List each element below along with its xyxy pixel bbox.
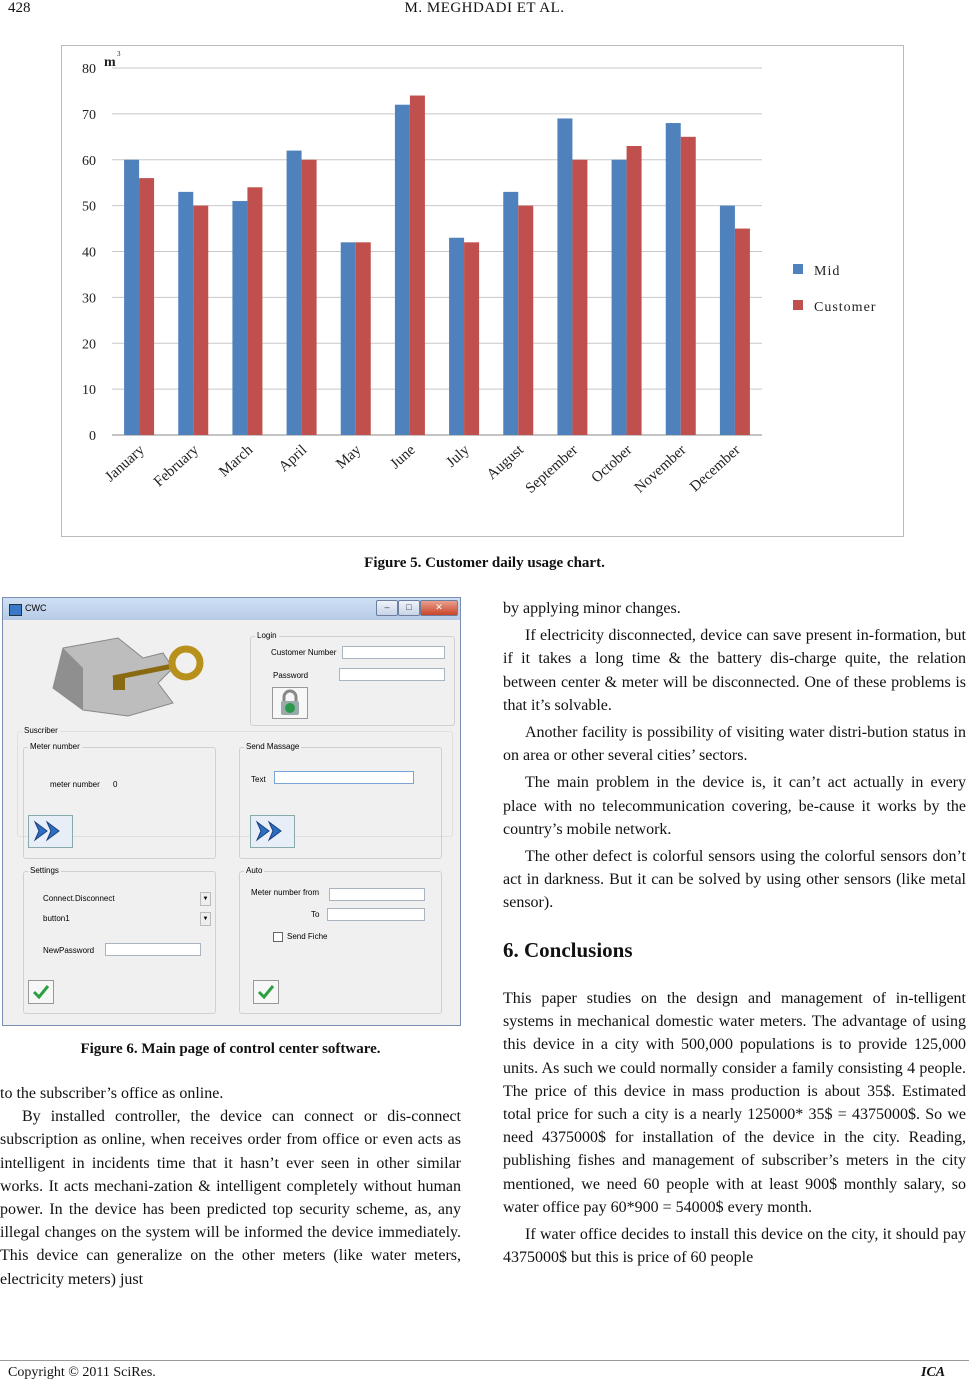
y-tick-label: 70: [82, 107, 96, 123]
button-combo[interactable]: [41, 912, 211, 926]
x-tick-label: January: [102, 442, 148, 486]
login-group-label: Login: [257, 631, 277, 640]
text-label: Text: [251, 775, 266, 784]
x-tick-label: September: [522, 442, 582, 497]
send-message-group-label: Send Massage: [246, 742, 300, 751]
message-text-input[interactable]: [274, 771, 414, 784]
paragraph: If water office decides to install this device on the city, it should pay 4375000$ but this is price of 60 people: [503, 1226, 966, 1267]
paragraph: This paper studies on the design and management of in-telligent systems in mechanical domestic water meters. The advantage of using this device in a city with 500,000 populations is to provide 125,000 units. As such we could normally consider a family consisting 4 people. The price of this device in mass production is about 35$. Estimated total price for such a city is a nearly 125000* 35$ = 4375000$. So we need 4375000$ for installation of the device in the city. Reading, publishing fishes and management of subscriber’s meters in the city mentioned, we need 60 people with at least 900$ monthly salary, so water office pay 60*900 = 54000$ every month.: [503, 990, 966, 1216]
bar-customer: [193, 206, 208, 435]
bar-customer: [518, 206, 533, 435]
connect-disconnect-combo[interactable]: [41, 892, 211, 906]
bar-mid: [666, 123, 681, 435]
x-tick-label: August: [484, 442, 527, 483]
paragraph: Another facility is possibility of visiting water distri-bution status in on area or other several cities’ sectors.: [503, 724, 966, 765]
y-tick-label: 20: [82, 337, 96, 353]
bar-chart: [62, 46, 905, 538]
auto-group-label: Auto: [246, 866, 263, 875]
y-tick-label: 50: [82, 199, 96, 215]
subscriber-group-label: Suscriber: [24, 726, 58, 735]
checkmark-icon: [29, 981, 53, 1003]
new-password-label: NewPassword: [43, 946, 95, 955]
bar-mid: [720, 206, 735, 435]
meter-number-to-input[interactable]: [327, 908, 425, 921]
paragraph: If electricity disconnected, device can save present in-formation, but if it takes a long time & the battery dis-charge quite, the relation between center & meter will be disconnected. One of these problems is that it’s solvable.: [503, 627, 966, 714]
y-tick-label: 10: [82, 383, 96, 399]
bar-customer: [356, 242, 371, 435]
minimize-button[interactable]: –: [376, 600, 398, 616]
bar-mid: [612, 160, 627, 435]
y-tick-label: 80: [82, 62, 96, 77]
figure-5-chart: [61, 45, 904, 537]
footer-journal: ICA: [921, 1365, 946, 1380]
left-column-text: [0, 1082, 461, 1291]
meter-number-from-input[interactable]: [329, 888, 425, 901]
y-unit-superscript: 3: [117, 50, 121, 58]
checkmark-icon: [254, 981, 278, 1003]
section-heading: 6. Conclusions: [503, 938, 633, 962]
bar-customer: [302, 160, 317, 435]
meter-number-from-label: Meter number from: [251, 888, 320, 897]
to-label: To: [311, 910, 320, 919]
paragraph: The other defect is colorful sensors using the colorful sensors don’t act in darkness. But it can be solved by using other sensors (like metal sensor).: [503, 848, 966, 912]
password-label: Password: [273, 671, 309, 680]
paragraph: The main problem in the device is, it can’t act actually in every place with no telecommunication covering, be-cause it works by the country’s mobile network.: [503, 774, 966, 838]
send-message-button[interactable]: [250, 815, 295, 848]
x-tick-label: February: [150, 442, 202, 491]
double-arrow-right-icon: [251, 816, 294, 847]
app-icon: [9, 604, 22, 616]
window-titlebar: [3, 598, 460, 620]
y-unit-label: m: [104, 55, 116, 70]
x-tick-label: April: [276, 442, 311, 476]
bar-mid: [449, 238, 464, 435]
double-arrow-right-icon: [29, 816, 72, 847]
cwc-window: [2, 597, 461, 1026]
legend-swatch: [793, 264, 803, 274]
send-fiche-label: Send Fiche: [287, 932, 328, 941]
page-number: 428: [8, 0, 31, 16]
bar-mid: [503, 192, 518, 435]
bar-mid: [287, 151, 302, 435]
bar-customer: [627, 146, 642, 435]
x-tick-label: June: [387, 442, 419, 473]
x-tick-label: December: [687, 442, 744, 496]
maximize-button[interactable]: □: [398, 600, 420, 616]
close-button[interactable]: ✕: [420, 600, 458, 616]
settings-apply-button[interactable]: [28, 980, 54, 1004]
password-input[interactable]: [339, 668, 445, 681]
customer-number-input[interactable]: [342, 646, 445, 659]
x-tick-label: May: [333, 442, 365, 473]
right-column-text: [503, 597, 966, 915]
meter-number-value: 0: [113, 780, 118, 789]
padlock-icon: [273, 688, 307, 718]
bar-customer: [464, 242, 479, 435]
legend-label: Customer: [814, 300, 877, 315]
y-tick-label: 60: [82, 153, 96, 169]
footer-divider: [0, 1360, 969, 1361]
bar-customer: [735, 229, 750, 435]
paragraph: to the subscriber’s office as online.: [0, 1085, 224, 1102]
login-button[interactable]: [272, 687, 308, 719]
bar-customer: [572, 160, 587, 435]
x-tick-label: November: [631, 442, 690, 497]
y-tick-label: 40: [82, 245, 96, 261]
bar-customer: [139, 178, 154, 435]
x-tick-label: July: [443, 442, 473, 471]
bar-mid: [178, 192, 193, 435]
bar-customer: [681, 137, 696, 435]
paragraph: by applying minor changes.: [503, 600, 681, 617]
x-tick-label: October: [588, 442, 636, 487]
puzzle-key-logo-icon: [23, 628, 208, 723]
auto-apply-button[interactable]: [253, 980, 279, 1004]
figure-5-caption: Figure 5. Customer daily usage chart.: [364, 555, 605, 571]
paragraph: By installed controller, the device can connect or dis-connect subscription as online, when receives order from office or even acts as intelligent in incidents time that it hasn’t ever seen in other similar works. It acts mechani-zation & intelligent completely without human power. In the device has been predicted top security scheme, as, any illegal changes on the system will be informed the device immediately. This device can generalize on the other meters (like water meters, electricity meters) just: [0, 1108, 461, 1288]
bar-mid: [557, 118, 572, 435]
bar-customer: [410, 96, 425, 435]
send-fiche-checkbox[interactable]: [273, 932, 283, 942]
conclusions-text: [503, 987, 966, 1269]
bar-mid: [124, 160, 139, 435]
y-tick-label: 0: [89, 429, 96, 444]
bar-mid: [341, 242, 356, 435]
bar-mid: [395, 105, 410, 435]
bar-mid: [232, 201, 247, 435]
chevron-down-icon: ▼: [200, 892, 211, 906]
legend-label: Mid: [814, 264, 841, 279]
y-tick-label: 30: [82, 291, 96, 307]
bar-customer: [247, 187, 262, 435]
new-password-input[interactable]: [105, 943, 201, 956]
meter-number-group-label: Meter number: [30, 742, 80, 751]
customer-number-label: Customer Number: [271, 648, 337, 657]
meter-number-send-button[interactable]: [28, 815, 73, 848]
legend-swatch: [793, 300, 803, 310]
x-tick-label: March: [216, 442, 257, 481]
window-title: CWC: [25, 603, 47, 613]
connect-disconnect-combo-value: Connect.Disconnect: [43, 894, 115, 903]
running-header-authors: M. MEGHDADI ET AL.: [404, 0, 565, 16]
figure-6-caption: Figure 6. Main page of control center software.: [80, 1041, 381, 1057]
settings-group-label: Settings: [30, 866, 59, 875]
chevron-down-icon: ▼: [200, 912, 211, 926]
meter-number-label: meter number: [50, 780, 100, 789]
footer-copyright: Copyright © 2011 SciRes.: [8, 1365, 156, 1380]
button-combo-value: button1: [43, 914, 70, 923]
